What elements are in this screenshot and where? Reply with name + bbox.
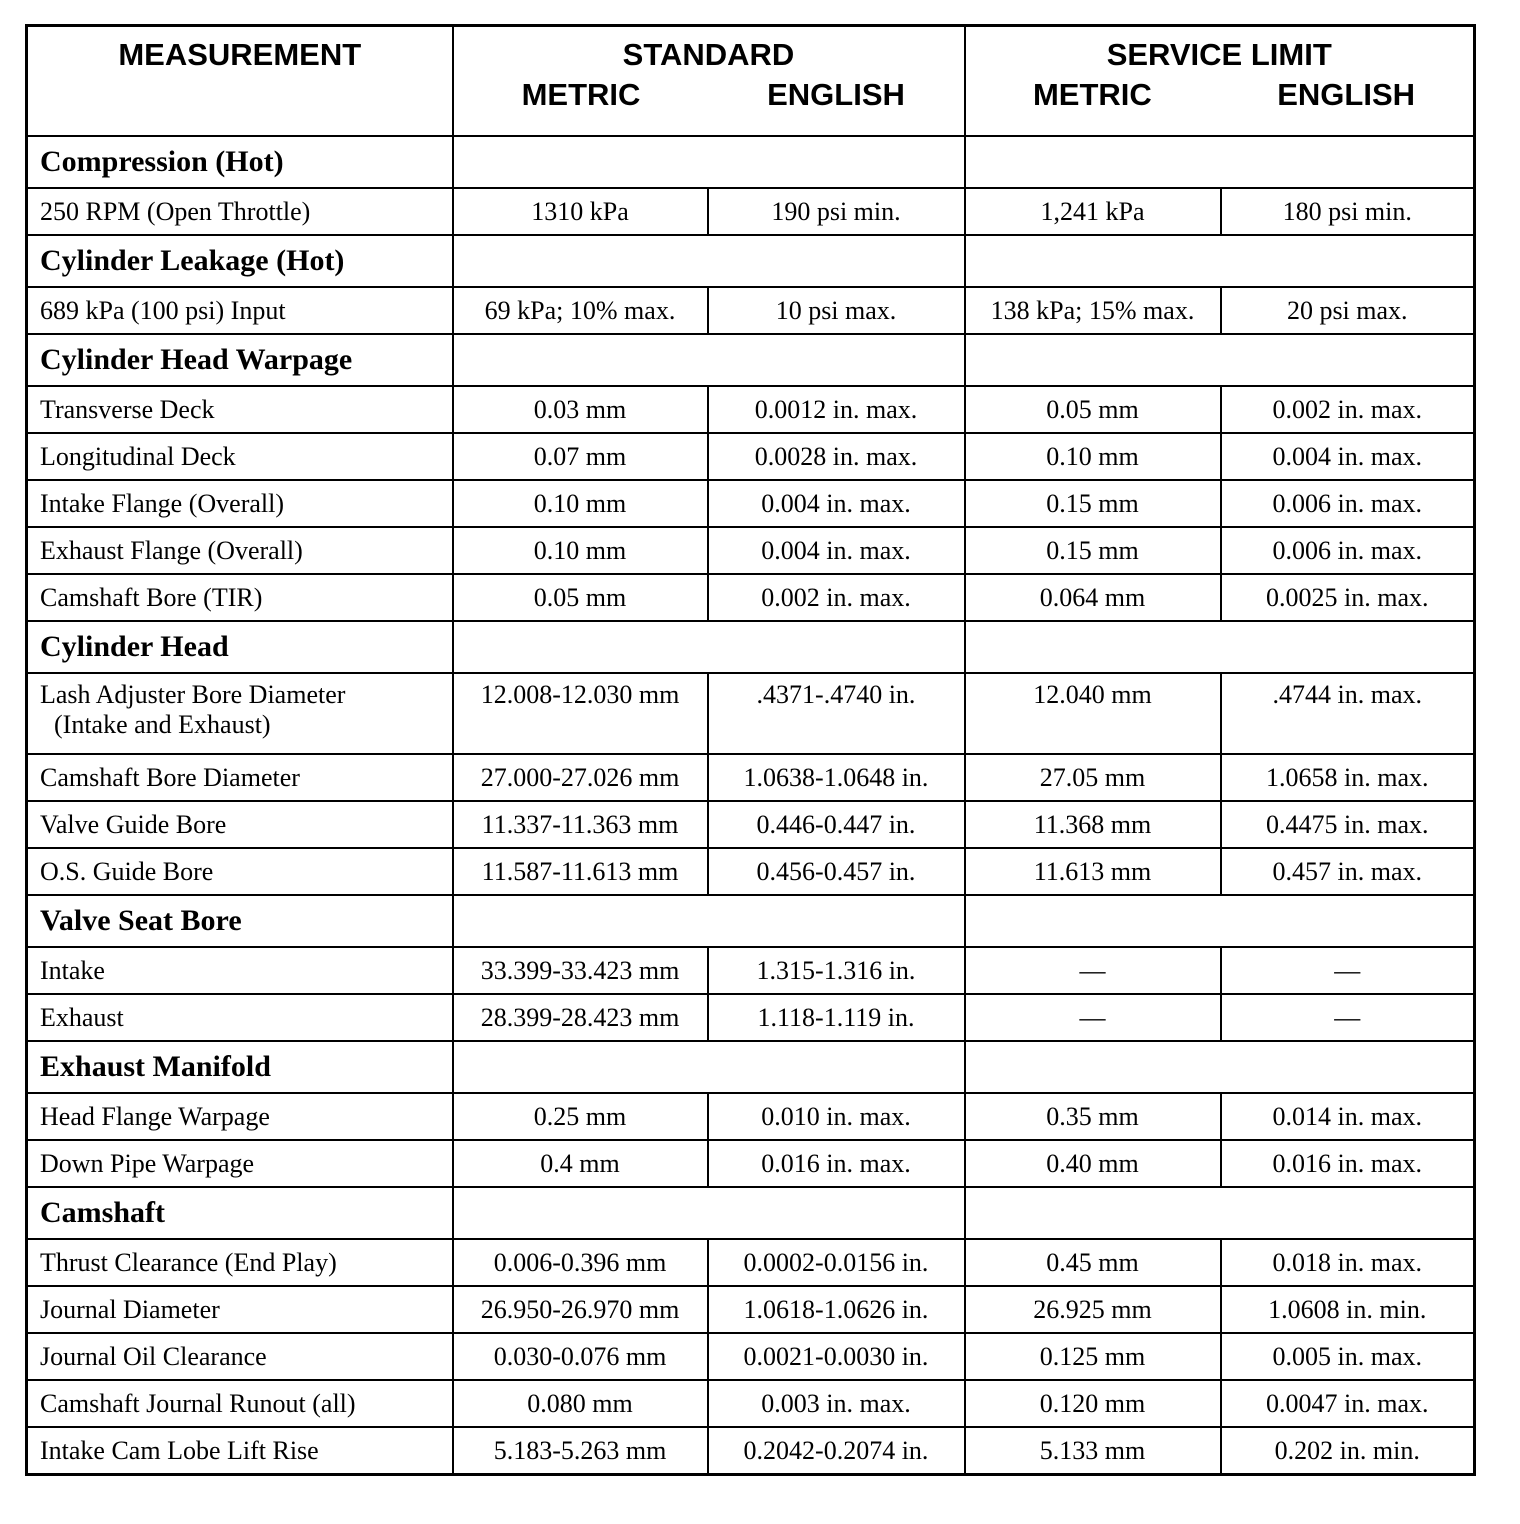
service-metric-value: 26.925 mm — [965, 1286, 1221, 1333]
service-metric-value: 5.133 mm — [965, 1427, 1221, 1475]
standard-english-value: 0.446-0.447 in. — [708, 801, 965, 848]
service-metric-value: 11.613 mm — [965, 848, 1221, 895]
measurement-cell — [27, 480, 453, 527]
standard-metric-value: 33.399-33.423 mm — [453, 947, 708, 994]
measurement-label: Journal Diameter — [40, 1294, 220, 1324]
measurement-label: 689 kPa (100 psi) Input — [40, 295, 286, 325]
table-row — [27, 480, 1475, 527]
standard-metric-value: 0.25 mm — [453, 1093, 708, 1140]
table-row — [27, 1427, 1475, 1475]
section-standard-blank — [453, 334, 965, 386]
section-service-blank — [965, 1187, 1475, 1239]
standard-metric-value: 28.399-28.423 mm — [453, 994, 708, 1041]
measurement-label: Lash Adjuster Bore Diameter — [40, 680, 346, 709]
table-row — [27, 1239, 1475, 1286]
measurement-cell — [27, 1239, 453, 1286]
section-service-blank — [965, 1041, 1475, 1093]
table-row — [27, 386, 1475, 433]
table-row — [27, 1380, 1475, 1427]
standard-english-value: 190 psi min. — [708, 188, 965, 235]
section-title: Cylinder Leakage (Hot) — [27, 235, 453, 287]
measurement-cell — [27, 433, 453, 480]
standard-english-value: 0.456-0.457 in. — [708, 848, 965, 895]
service-metric-value: 0.05 mm — [965, 386, 1221, 433]
service-english-value: 0.005 in. max. — [1221, 1333, 1475, 1380]
section-row — [27, 235, 1475, 287]
header-service-metric: METRIC — [1032, 77, 1152, 112]
service-metric-value: 0.15 mm — [965, 527, 1221, 574]
table-row — [27, 994, 1475, 1041]
table-row — [27, 673, 1475, 754]
service-english-value: 1.0658 in. max. — [1221, 754, 1475, 801]
service-english-value: 0.202 in. min. — [1221, 1427, 1475, 1475]
measurement-label: Camshaft Bore Diameter — [40, 762, 300, 792]
section-title: Valve Seat Bore — [27, 895, 453, 947]
service-english-value: 0.0047 in. max. — [1221, 1380, 1475, 1427]
service-english-value: .4744 in. max. — [1221, 673, 1475, 754]
measurement-cell — [27, 1140, 453, 1187]
measurement-cell — [27, 386, 453, 433]
service-metric-value: — — [965, 994, 1221, 1041]
service-english-value: 0.002 in. max. — [1221, 386, 1475, 433]
standard-metric-value: 12.008-12.030 mm — [453, 673, 708, 754]
standard-english-value: 0.002 in. max. — [708, 574, 965, 621]
measurement-label: Camshaft Journal Runout (all) — [40, 1388, 356, 1418]
header-measurement: MEASUREMENT — [27, 26, 453, 137]
standard-english-value: 1.0638-1.0648 in. — [708, 754, 965, 801]
service-english-value: 180 psi min. — [1221, 188, 1475, 235]
measurement-label: Exhaust Flange (Overall) — [40, 535, 303, 565]
service-english-value: 0.004 in. max. — [1221, 433, 1475, 480]
standard-english-value: 1.118-1.119 in. — [708, 994, 965, 1041]
service-english-value: 20 psi max. — [1221, 287, 1475, 334]
table-row — [27, 188, 1475, 235]
standard-english-value: 0.010 in. max. — [708, 1093, 965, 1140]
standard-metric-value: 0.03 mm — [453, 386, 708, 433]
header-standard: STANDARD — [622, 37, 795, 72]
standard-metric-value: 0.030-0.076 mm — [453, 1333, 708, 1380]
standard-metric-value: 11.337-11.363 mm — [453, 801, 708, 848]
measurement-cell — [27, 947, 453, 994]
standard-english-value: 0.0002-0.0156 in. — [708, 1239, 965, 1286]
measurement-cell — [27, 188, 453, 235]
section-standard-blank — [453, 895, 965, 947]
header-service-limit: SERVICE LIMIT — [1106, 37, 1332, 72]
service-metric-value: 0.40 mm — [965, 1140, 1221, 1187]
service-english-value: 0.0025 in. max. — [1221, 574, 1475, 621]
measurement-cell — [27, 1380, 453, 1427]
standard-english-value: 0.003 in. max. — [708, 1380, 965, 1427]
service-metric-value: — — [965, 947, 1221, 994]
measurement-label: Down Pipe Warpage — [40, 1148, 255, 1178]
measurement-label: Exhaust — [40, 1002, 124, 1032]
table-row — [27, 1333, 1475, 1380]
measurement-label: Camshaft Bore (TIR) — [40, 582, 263, 612]
service-metric-value: 138 kPa; 15% max. — [965, 287, 1221, 334]
header-service-limit-group — [965, 26, 1475, 137]
service-metric-value: 0.125 mm — [965, 1333, 1221, 1380]
table-row — [27, 848, 1475, 895]
standard-english-value: 0.004 in. max. — [708, 527, 965, 574]
standard-english-value: 0.0012 in. max. — [708, 386, 965, 433]
standard-english-value: 0.0028 in. max. — [708, 433, 965, 480]
service-metric-value: 0.120 mm — [965, 1380, 1221, 1427]
table-row — [27, 1093, 1475, 1140]
specifications-table — [25, 24, 1476, 1476]
service-english-value: 0.457 in. max. — [1221, 848, 1475, 895]
table-row — [27, 574, 1475, 621]
section-service-blank — [965, 621, 1475, 673]
table-row — [27, 801, 1475, 848]
section-row — [27, 1041, 1475, 1093]
service-english-value: 0.006 in. max. — [1221, 527, 1475, 574]
section-title: Exhaust Manifold — [27, 1041, 453, 1093]
service-metric-value: 0.15 mm — [965, 480, 1221, 527]
standard-metric-value: 11.587-11.613 mm — [453, 848, 708, 895]
service-metric-value: 1,241 kPa — [965, 188, 1221, 235]
section-row — [27, 334, 1475, 386]
service-metric-value: 27.05 mm — [965, 754, 1221, 801]
service-english-value: 0.018 in. max. — [1221, 1239, 1475, 1286]
table-row — [27, 527, 1475, 574]
service-english-value: 0.014 in. max. — [1221, 1093, 1475, 1140]
standard-metric-value: 5.183-5.263 mm — [453, 1427, 708, 1475]
standard-metric-value: 0.10 mm — [453, 480, 708, 527]
service-metric-value: 11.368 mm — [965, 801, 1221, 848]
standard-english-value: 1.0618-1.0626 in. — [708, 1286, 965, 1333]
standard-english-value: 0.016 in. max. — [708, 1140, 965, 1187]
measurement-label: Intake Flange (Overall) — [40, 488, 285, 518]
measurement-cell — [27, 1427, 453, 1475]
standard-english-value: 0.004 in. max. — [708, 480, 965, 527]
header-standard-metric: METRIC — [521, 77, 641, 112]
measurement-cell — [27, 1333, 453, 1380]
measurement-label: Valve Guide Bore — [40, 809, 227, 839]
section-standard-blank — [453, 1187, 965, 1239]
section-service-blank — [965, 895, 1475, 947]
service-metric-value: 0.10 mm — [965, 433, 1221, 480]
standard-metric-value: 1310 kPa — [453, 188, 708, 235]
section-standard-blank — [453, 136, 965, 188]
header-standard-english: ENGLISH — [767, 77, 905, 112]
service-english-value: 1.0608 in. min. — [1221, 1286, 1475, 1333]
service-english-value: 0.006 in. max. — [1221, 480, 1475, 527]
measurement-cell — [27, 801, 453, 848]
standard-metric-value: 0.006-0.396 mm — [453, 1239, 708, 1286]
service-metric-value: 12.040 mm — [965, 673, 1221, 754]
section-title: Cylinder Head — [27, 621, 453, 673]
measurement-cell — [27, 848, 453, 895]
section-standard-blank — [453, 235, 965, 287]
standard-metric-value: 0.4 mm — [453, 1140, 708, 1187]
measurement-cell — [27, 287, 453, 334]
table-row — [27, 754, 1475, 801]
section-row — [27, 895, 1475, 947]
service-metric-value: 0.35 mm — [965, 1093, 1221, 1140]
measurement-cell — [27, 673, 453, 754]
measurement-cell — [27, 994, 453, 1041]
standard-metric-value: 0.10 mm — [453, 527, 708, 574]
section-service-blank — [965, 136, 1475, 188]
table-row — [27, 1140, 1475, 1187]
table-row — [27, 287, 1475, 334]
standard-english-value: 0.2042-0.2074 in. — [708, 1427, 965, 1475]
section-title: Compression (Hot) — [27, 136, 453, 188]
section-row — [27, 136, 1475, 188]
table-body — [27, 136, 1475, 1475]
measurement-label: O.S. Guide Bore — [40, 856, 214, 886]
standard-metric-value: 0.05 mm — [453, 574, 708, 621]
section-row — [27, 621, 1475, 673]
measurement-label: Intake — [40, 955, 105, 985]
table-row — [27, 1286, 1475, 1333]
section-row — [27, 1187, 1475, 1239]
service-metric-value: 0.45 mm — [965, 1239, 1221, 1286]
standard-metric-value: 69 kPa; 10% max. — [453, 287, 708, 334]
service-english-value: — — [1221, 947, 1475, 994]
measurement-label: Thrust Clearance (End Play) — [40, 1247, 337, 1277]
measurement-label: Journal Oil Clearance — [40, 1341, 267, 1371]
header-service-english: ENGLISH — [1277, 77, 1416, 112]
measurement-cell — [27, 1093, 453, 1140]
standard-metric-value: 26.950-26.970 mm — [453, 1286, 708, 1333]
section-title: Cylinder Head Warpage — [27, 334, 453, 386]
section-standard-blank — [453, 1041, 965, 1093]
measurement-sublabel: (Intake and Exhaust) — [54, 710, 271, 739]
service-english-value: 0.4475 in. max. — [1221, 801, 1475, 848]
measurement-label: Intake Cam Lobe Lift Rise — [40, 1435, 319, 1465]
measurement-cell — [27, 1286, 453, 1333]
standard-metric-value: 27.000-27.026 mm — [453, 754, 708, 801]
header-standard-group — [453, 26, 965, 137]
table-header — [27, 26, 1475, 137]
service-english-value: 0.016 in. max. — [1221, 1140, 1475, 1187]
measurement-label: 250 RPM (Open Throttle) — [40, 196, 311, 226]
standard-metric-value: 0.080 mm — [453, 1380, 708, 1427]
measurement-cell — [27, 574, 453, 621]
section-title: Camshaft — [27, 1187, 453, 1239]
service-metric-value: 0.064 mm — [965, 574, 1221, 621]
section-standard-blank — [453, 621, 965, 673]
standard-english-value: 0.0021-0.0030 in. — [708, 1333, 965, 1380]
standard-english-value: 1.315-1.316 in. — [708, 947, 965, 994]
standard-metric-value: 0.07 mm — [453, 433, 708, 480]
measurement-cell — [27, 754, 453, 801]
section-service-blank — [965, 334, 1475, 386]
standard-english-value: .4371-.4740 in. — [708, 673, 965, 754]
service-english-value: — — [1221, 994, 1475, 1041]
measurement-cell — [27, 527, 453, 574]
measurement-label: Head Flange Warpage — [40, 1101, 270, 1131]
measurement-label: Transverse Deck — [40, 394, 215, 424]
measurement-label: Longitudinal Deck — [40, 441, 236, 471]
section-service-blank — [965, 235, 1475, 287]
table-row — [27, 433, 1475, 480]
table-row — [27, 947, 1475, 994]
standard-english-value: 10 psi max. — [708, 287, 965, 334]
